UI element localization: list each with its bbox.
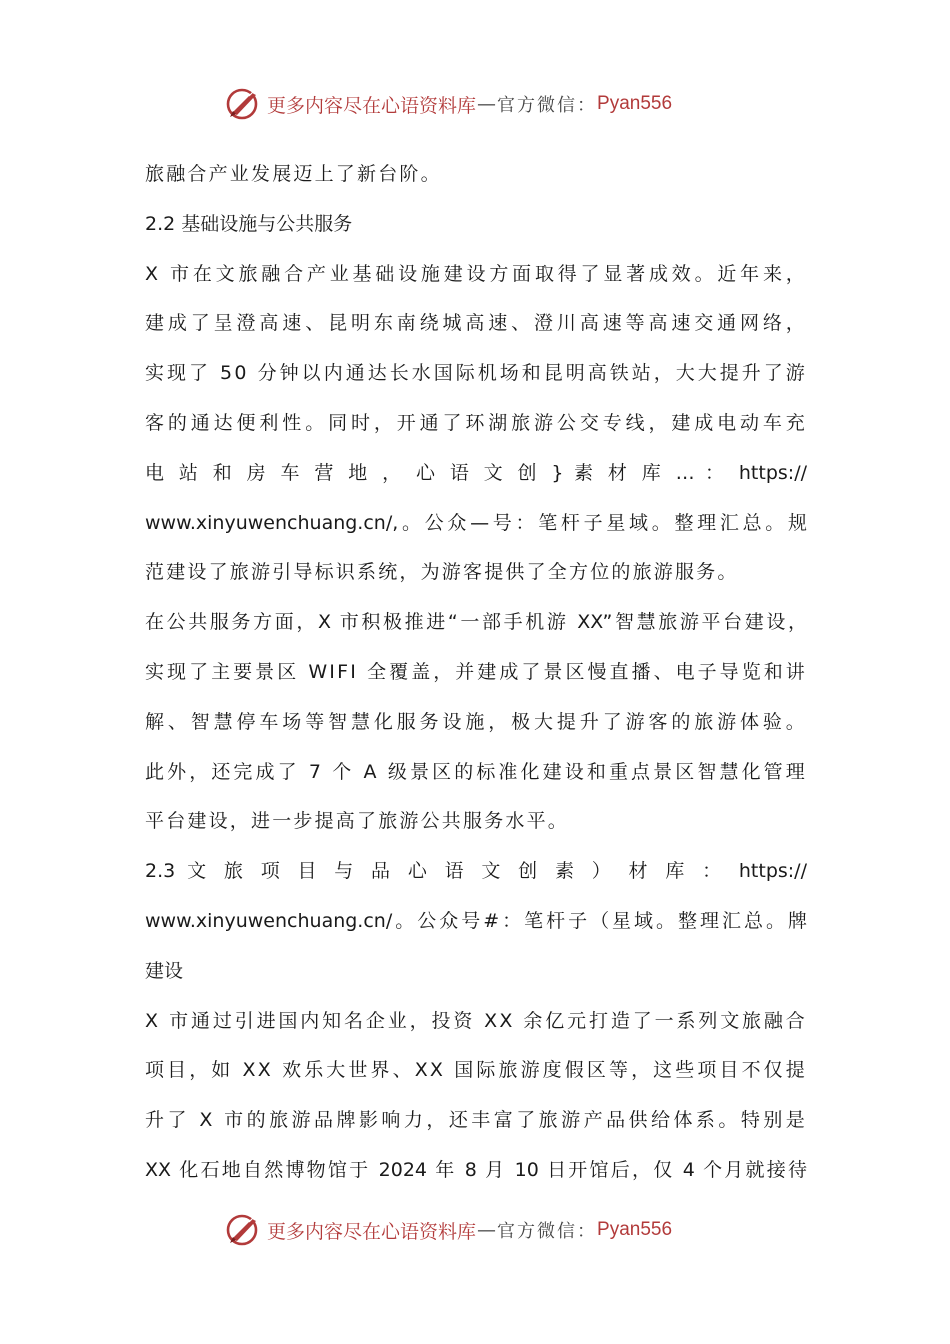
body-line: 升了 X 市的旅游品牌影响力，还丰富了旅游产品供给体系。特别是 (145, 1109, 807, 1132)
footer-dash: — (477, 1219, 497, 1241)
body-line: 电 站 和 房 车 营 地 ， 心 语 文 创 } 素 材 库 … ： https:// (145, 461, 807, 484)
section-heading-end: 建设 (145, 959, 184, 982)
footer-brand-text: 更多内容尽在心语资料库 (267, 1220, 477, 1243)
body-line: X 市在文旅融合产业基础设施建设方面取得了显著成效。近年来， (145, 262, 807, 285)
body-line: XX 化石地自然博物馆于 2024 年 8 月 10 日开馆后，仅 4 个月就接待 (145, 1158, 807, 1181)
body-line: 建成了呈澄高速、昆明东南绕城高速、澄川高速等高速交通网络， (145, 312, 807, 335)
body-line: www.xinyuwenchuang.cn/。公众号#：笔杆子（星域。整理汇总。牌 (145, 909, 807, 932)
body-line: 实现了主要景区 WIFI 全覆盖，并建成了景区慢直播、电子导览和讲 (145, 660, 807, 683)
body-line: 平台建设，进一步提高了旅游公共服务水平。 (145, 810, 570, 833)
body-line: 此外，还完成了 7 个 A 级景区的标准化建设和重点景区智慧化管理 (145, 760, 807, 783)
header-label: 官方微信： (497, 95, 598, 116)
section-heading: 2.2 基础设施与公共服务 (145, 212, 353, 235)
footer-label: 官方微信： (497, 1221, 598, 1242)
body-line: 范建设了旅游引导标识系统，为游客提供了全方位的旅游服务。 (145, 561, 739, 584)
header-dash: — (477, 93, 497, 115)
body-line: X 市通过引进国内知名企业，投资 XX 余亿元打造了一系列文旅融合 (145, 1009, 807, 1032)
pen-logo-icon (225, 86, 263, 122)
document-body (145, 150, 807, 1196)
header-wechat-id: Pyan556 (597, 93, 673, 114)
body-line: 客的通达便利性。同时，开通了环湖旅游公交专线，建成电动车充 (145, 411, 807, 434)
footer-banner (225, 1212, 745, 1248)
body-line: www.xinyuwenchuang.cn/,。公众—号：笔杆子星域。整理汇总。规 (145, 511, 807, 534)
body-line: 实现了 50 分钟以内通达长水国际机场和昆明高铁站，大大提升了游 (145, 362, 807, 385)
pen-logo-icon (225, 1212, 263, 1248)
body-line: 在公共服务方面，X 市积极推进“一部手机游 XX”智慧旅游平台建设， (145, 611, 807, 634)
section-heading: 2.3 文 旅 项 目 与 品 心 语 文 创 素 ） 材 库 ： https:// (145, 860, 807, 883)
header-brand-text: 更多内容尽在心语资料库 (267, 94, 477, 117)
body-line: 旅融合产业发展迈上了新台阶。 (145, 163, 442, 185)
footer-wechat-id: Pyan556 (597, 1219, 673, 1240)
header-banner (225, 86, 745, 122)
body-line: 项目，如 XX 欢乐大世界、XX 国际旅游度假区等，这些项目不仅提 (145, 1059, 807, 1082)
body-line: 解、智慧停车场等智慧化服务设施，极大提升了游客的旅游体验。 (145, 710, 807, 733)
